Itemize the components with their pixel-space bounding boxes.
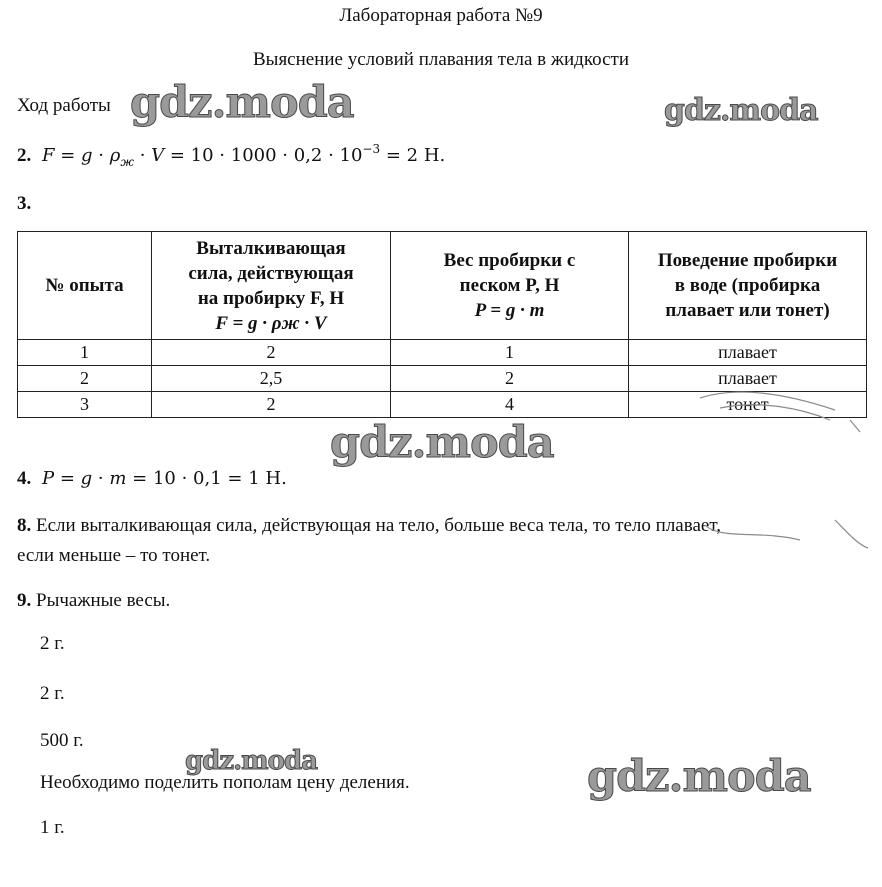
table-row [18,392,867,418]
item-9-answer-3: 500 г. [40,730,84,751]
page-title: Лабораторная работа №9 [339,5,543,26]
item-2-rho: ρ [109,145,121,166]
header-experiment-number: № опыта [18,232,152,340]
item-4-number: 4. [17,468,32,489]
watermark: gdz.moda [587,752,811,802]
item-9-answer-2: 2 г. [40,683,65,704]
cell-weight: 1 [391,340,629,366]
table-row [18,340,867,366]
item-9-answer-5: 1 г. [40,817,65,838]
item-2-rho-sub: ж [120,155,134,169]
item-9-title: 9. Рычажные весы. [17,590,171,611]
item-4-m: m [109,468,127,489]
item-8-line-2: если меньше – то тонет. [17,545,211,566]
cell-experiment-number: 2 [18,366,152,392]
item-2-formula: 2. $F = g \cdot \rho_ж \cdot V = 10 \cdot 1000 \cdot 0,2 \cdot 10^{-3} = 2$ Н. [17,142,446,169]
item-2-g: g [81,145,93,166]
table-row [18,366,867,392]
item-4-formula: 4. P = g · m = 10 · 0,1 = 1 Н. [17,468,287,489]
item-8-line-1: 8. Если выталкивающая сила, действующая на тело, больше веса тела, то тело плавает, [17,515,721,536]
watermark: gdz.moda [664,93,818,128]
cell-behavior: плавает [629,340,867,366]
header-tube-behavior: Поведение пробирки в воде (пробирка плавает или тонет) [629,232,867,340]
cell-force: 2 [152,392,391,418]
item-4-g: g [80,468,93,489]
item-9-answer-4: Необходимо поделить пополам цену деления. [40,772,410,793]
item-9-number: 9. [17,590,32,611]
cell-weight: 4 [391,392,629,418]
cell-behavior: тонет [629,392,867,418]
item-2-lhs: F [42,145,55,166]
page-subtitle: Выяснение условий плавания тела в жидкости [253,49,629,70]
item-3-number: 3. [17,193,32,214]
header-buoyant-force: Выталкивающая сила, действующая на пробирку F, Н F = g · ρж · V [152,232,391,340]
item-2-vol: V [151,145,165,166]
item-8-number: 8. [17,515,32,536]
cell-experiment-number: 1 [18,340,152,366]
progress-label: Ход работы [17,95,111,116]
watermark: gdz.moda [330,418,554,468]
results-table [17,231,867,418]
watermark: gdz.moda [130,78,354,128]
item-2-number: 2. [17,145,32,166]
item-9-answer-1: 2 г. [40,633,65,654]
cell-force: 2,5 [152,366,391,392]
cell-behavior: плавает [629,366,867,392]
header-tube-weight: Вес пробирки с песком P, Н P = g · m [391,232,629,340]
item-2-exponent: −3 [362,142,381,156]
table-header-row [18,232,867,340]
cell-force: 2 [152,340,391,366]
item-2-calc: = 10 · 1000 · 0,2 · 10 [169,145,363,166]
item-2-result: = 2 Н. [385,145,446,166]
item-4-calc: = 10 · 0,1 = 1 Н. [132,468,287,489]
cell-weight: 2 [391,366,629,392]
item-4-lhs: P [42,468,55,489]
header-force-formula: F = g · ρж · V [215,312,327,334]
watermark: gdz.moda [185,746,318,776]
cell-experiment-number: 3 [18,392,152,418]
header-weight-formula: P = g · m [474,300,545,321]
